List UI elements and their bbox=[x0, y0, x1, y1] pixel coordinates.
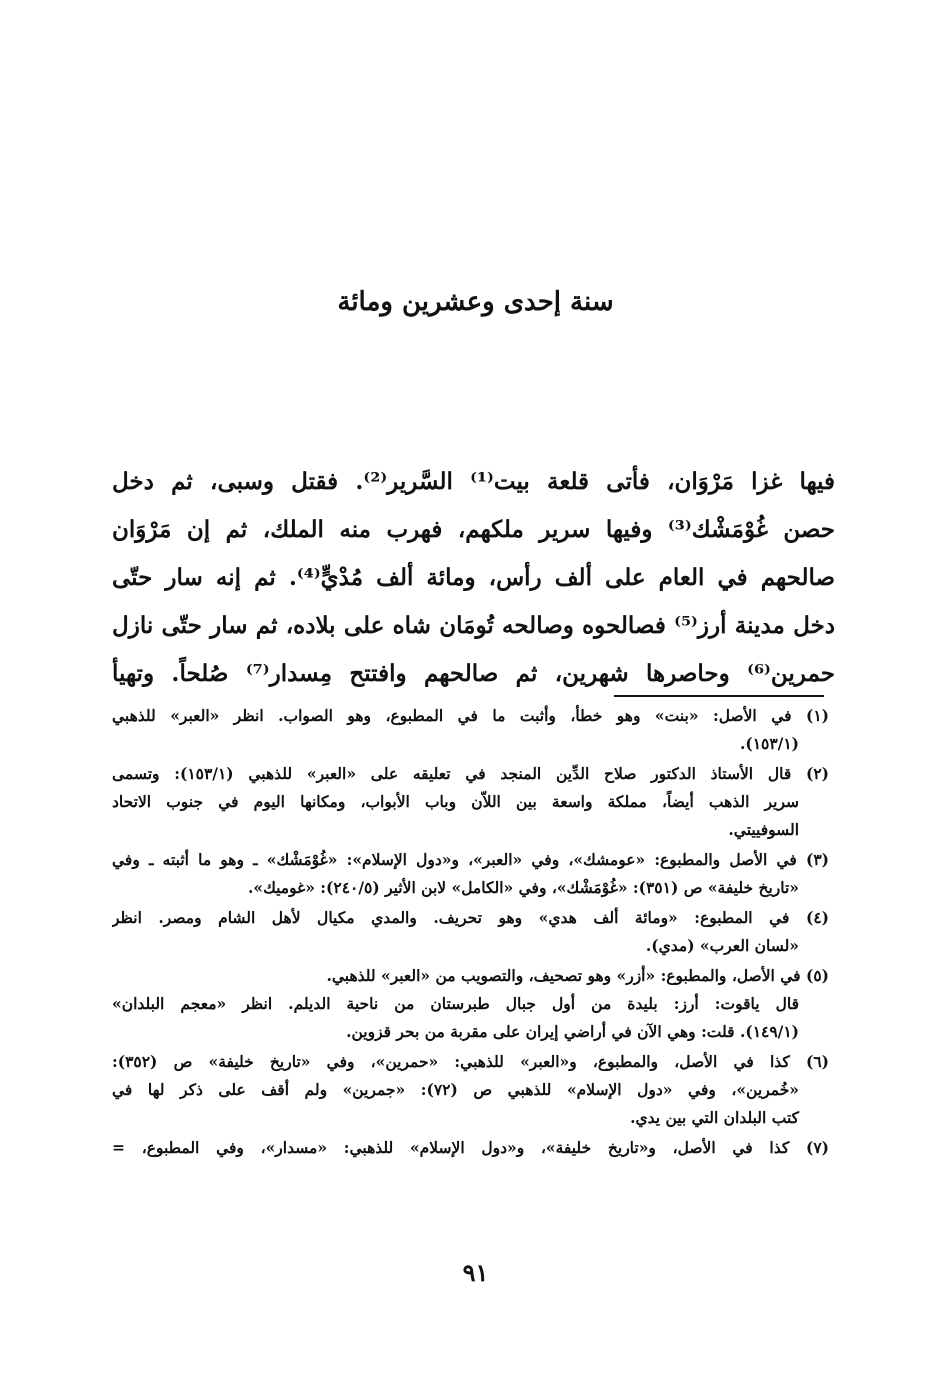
footnote-separator bbox=[614, 695, 824, 697]
footnote-line: (٥) في الأصل، والمطبوع: «أزر» وهو تصحيف، والتصويب من «العبر» للذهبي. bbox=[326, 966, 829, 985]
footnote-line: «لسان العرب» (مدي). bbox=[645, 936, 799, 955]
footnote-line: سرير الذهب أيضاً، مملكة واسعة بين اللاّن وباب الأبواب، ومكانها اليوم في جنوب الاتحاد bbox=[112, 792, 799, 811]
footnote-line: «تاريخ خليفة» ص (٣٥١): «غُوْمَشْك»، وفي «الكامل» لابن الأثير (٢٤٠/٥): «غوميك». bbox=[247, 878, 799, 897]
footnote-line: (١٥٣/١). bbox=[739, 734, 799, 753]
footnote-line: (٦) كذا في الأصل، والمطبوع، و«العبر» للذهبي: «حمرين»، وفي «تاريخ خليفة» ص (٣٥٢): bbox=[112, 1052, 829, 1071]
footnotes bbox=[112, 702, 829, 1164]
main-text bbox=[112, 458, 835, 698]
text-line: دخل مدينة أرز⁽⁵⁾ فصالحوه وصالحه تُومَان شاه على بلاده، ثم سار حتّى نازل bbox=[112, 612, 835, 639]
text-line: صالحهم في العام على ألف رأس، ومائة ألف مُدْيٍّ⁽⁴⁾. ثم إنه سار حتّى bbox=[112, 564, 835, 591]
chapter-title: سنة إحدى وعشرين ومائة bbox=[337, 287, 614, 317]
text-line: حمرين⁽⁶⁾ وحاصرها شهرين، ثم صالحهم وافتتح مِسدار⁽⁷⁾ صُلحاً. وتهيأ bbox=[112, 660, 835, 687]
footnote-line: «خُمرين»، وفي «دول الإسلام» للذهبي ص (٧٢): «جمرين» ولم أقف على ذكر لها في bbox=[112, 1080, 799, 1099]
footnote-line: (٧) كذا في الأصل، و«تاريخ خليفة»، و«دول الإسلام» للذهبي: «مسدار»، وفي المطبوع، = bbox=[112, 1138, 829, 1157]
footnote-4 bbox=[112, 904, 829, 960]
footnote-1 bbox=[112, 702, 829, 758]
footnote-7 bbox=[112, 1134, 829, 1162]
footnote-2 bbox=[112, 760, 829, 844]
text-line: حصن غُوْمَشْك⁽³⁾ وفيها سرير ملكهم، فهرب منه الملك، ثم إن مَرْوَان bbox=[112, 516, 835, 543]
footnote-line: (٢) قال الأستاذ الدكتور صلاح الدِّين المنجد في تعليقه على «العبر» للذهبي (١٥٣/١): وتسمى bbox=[112, 764, 829, 783]
footnote-line: قال ياقوت: أرز: بليدة من أول جبال طبرستان من ناحية الديلم. انظر «معجم البلدان» bbox=[112, 994, 799, 1013]
footnote-line: (٣) في الأصل والمطبوع: «عومشك»، وفي «العبر»، و«دول الإسلام»: «غُوْمَشْك» ـ وهو ما أثبته ـ وفي bbox=[112, 850, 829, 869]
footnote-line: (١) في الأصل: «بنت» وهو خطأ، وأثبت ما في المطبوع، وهو الصواب. انظر «العبر» للذهبي bbox=[112, 706, 829, 725]
footnote-line: (١٤٩/١). قلت: وهي الآن في أراضي إيران على مقربة من بحر قزوين. bbox=[346, 1022, 799, 1041]
footnote-3 bbox=[112, 846, 829, 902]
footnote-line: السوفييتي. bbox=[728, 820, 799, 839]
text-line: فيها غزا مَرْوَان، فأتى قلعة بيت⁽¹⁾ السَّرير⁽²⁾. فقتل وسبى، ثم دخل bbox=[112, 468, 835, 495]
footnote-5 bbox=[112, 962, 829, 1046]
page-number: ٩١ bbox=[462, 1258, 489, 1287]
footnote-line: (٤) في المطبوع: «ومائة ألف هدي» وهو تحريف. والمدي مكيال لأهل الشام ومصر. انظر bbox=[112, 908, 829, 927]
footnote-6 bbox=[112, 1048, 829, 1132]
footnote-line: كتب البلدان التي بين يدي. bbox=[630, 1108, 799, 1127]
